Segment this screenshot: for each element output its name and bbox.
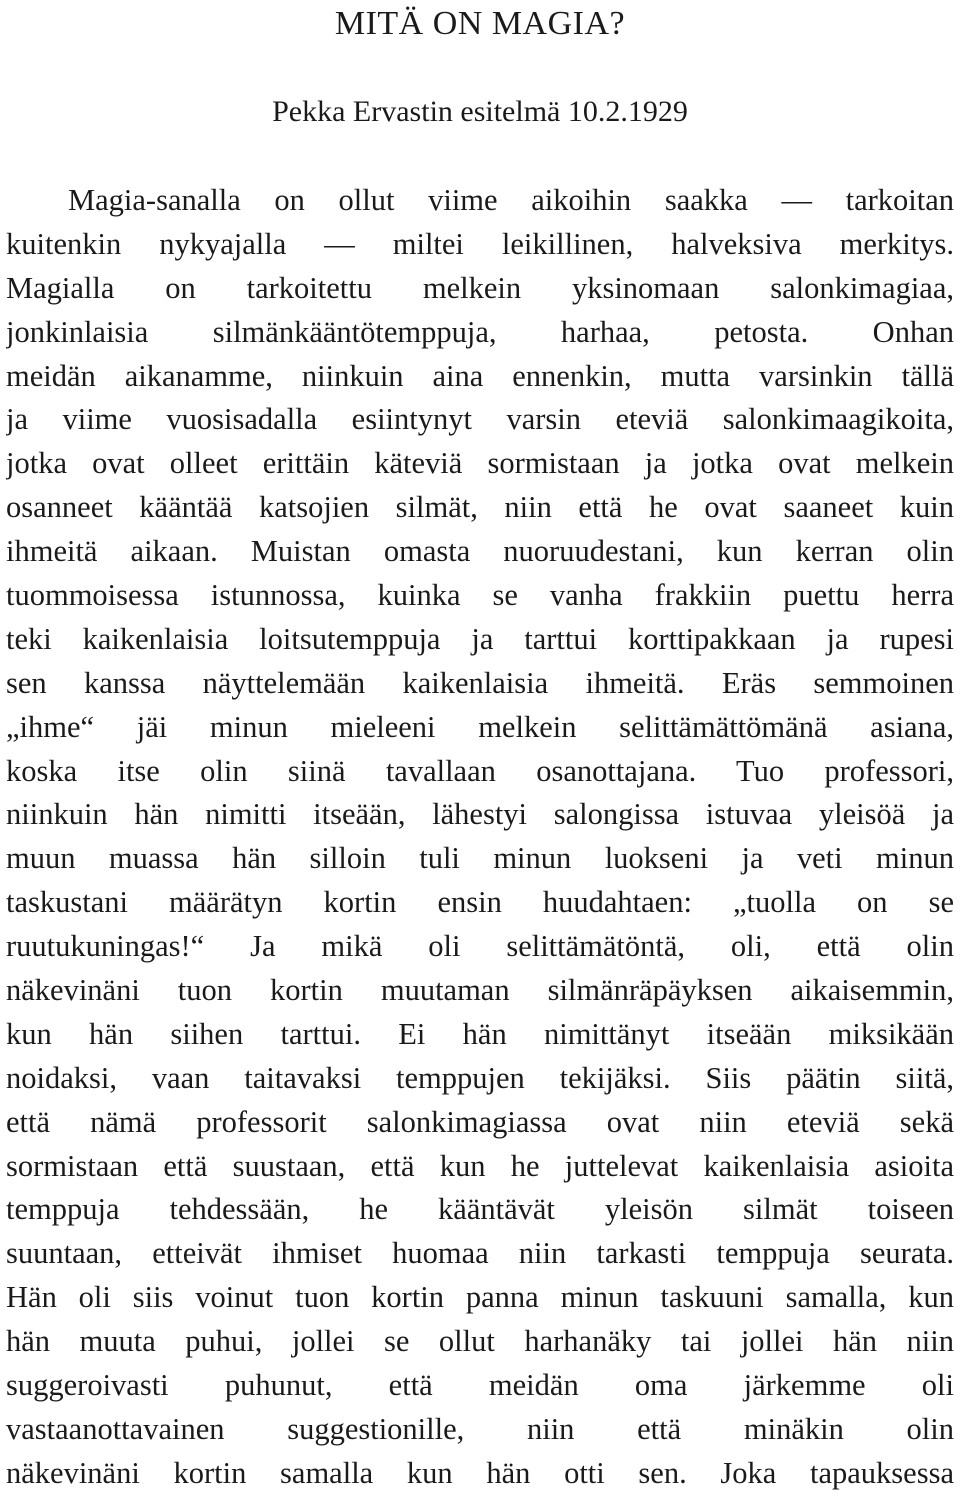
document-title: MITÄ ON MAGIA? [334,5,626,42]
text-line: jonkinlaisia silmänkääntötemppuja, harhaa, petosta. Onhan [6,314,954,349]
text-line: suuntaan, etteivät ihmiset huomaa niin tarkasti temppuja seurata. [6,1236,954,1271]
text-line: ja viime vuosisadalla esiintynyt varsin eteviä salonkimaagikoita, [6,402,954,437]
text-line: näkevinäni kortin samalla kun hän otti sen. Joka tapauksessa [6,1455,954,1490]
text-line: Hän oli siis voinut tuon kortin panna minun taskuuni samalla, kun [6,1280,954,1315]
text-line: temppuja tehdessään, he kääntävät yleisön silmät toiseen [6,1192,954,1227]
text-line: meidän aikanamme, niinkuin aina ennenkin, mutta varsinkin tällä [6,358,954,393]
text-line: kuitenkin nykyajalla ― miltei leikillinen, halveksiva merkitys. [6,226,954,261]
text-line: muun muassa hän silloin tuli minun luokseni ja veti minun [6,841,954,876]
text-line: kun hän siihen tarttui. Ei hän nimittänyt itseään miksikään [6,1016,954,1051]
text-line: hän muuta puhui, jollei se ollut harhanäky tai jollei hän niin [6,1324,954,1359]
text-line: Magia-sanalla on ollut viime aikoihin saakka ― tarkoitan [68,183,954,217]
text-line: taskustani määrätyn kortin ensin huudahtaen: „tuolla on se [6,885,954,920]
text-line: osanneet kääntää katsojien silmät, niin että he ovat saaneet kuin [6,490,954,525]
text-line: teki kaikenlaisia loitsutemppuja ja tarttui korttipakkaan ja rupesi [6,621,954,656]
text-line: että nämä professorit salonkimagiassa ovat niin eteviä sekä [6,1104,954,1139]
text-line: jotka ovat olleet erittäin käteviä sormistaan ja jotka ovat melkein [6,446,954,481]
text-line: „ihme“ jäi minun mieleeni melkein selittämättömänä asiana, [6,709,954,744]
text-line: sen kanssa näyttelemään kaikenlaisia ihmeitä. Eräs semmoinen [6,665,954,700]
text-line: tuommoisessa istunnossa, kuinka se vanha frakkiin puettu herra [6,578,954,613]
text-line: suggeroivasti puhunut, että meidän oma järkemme oli [6,1368,954,1403]
text-line: sormistaan että suustaan, että kun he juttelevat kaikenlaisia asioita [6,1148,954,1183]
document-subtitle: Pekka Ervastin esitelmä 10.2.1929 [272,95,688,128]
text-line: ihmeitä aikaan. Muistan omasta nuoruudestani, kun kerran olin [6,534,954,569]
body-paragraph [6,179,954,1496]
text-line: koska itse olin siinä tavallaan osanottajana. Tuo professori, [6,753,954,788]
text-line: vastaanottavainen suggestionille, niin että minäkin olin [6,1411,954,1446]
text-line: ruutukuningas!“ Ja mikä oli selittämätöntä, oli, että olin [6,929,954,964]
text-line: niinkuin hän nimitti itseään, lähestyi salongissa istuvaa yleisöä ja [6,797,954,832]
text-line: noidaksi, vaan taitavaksi temppujen tekijäksi. Siis päätin siitä, [6,1060,954,1095]
text-line: näkevinäni tuon kortin muutaman silmänräpäyksen aikaisemmin, [6,973,954,1008]
text-line: Magialla on tarkoitettu melkein yksinomaan salonkimagiaa, [6,270,954,305]
